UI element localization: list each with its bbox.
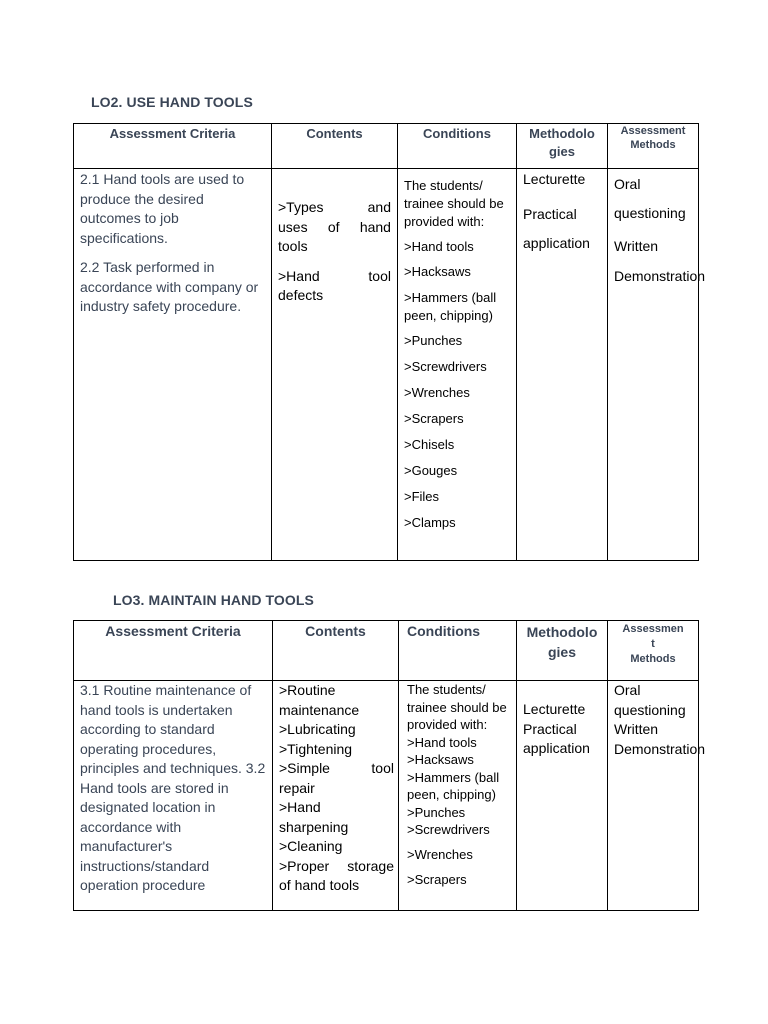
lo2-assessment-demonstration: Demonstration <box>614 267 706 284</box>
lo2-criteria-cell <box>74 169 272 561</box>
lo2-condition-item: >Wrenches <box>404 385 470 400</box>
lo3-contents-cell: >Routine maintenance >Lubricating >Tightening >Simple tool repair >Hand sharpening >Cleaning >Proper storage of hand tools <box>273 681 399 911</box>
lo3-methodologies-cell <box>517 681 608 911</box>
lo3-criteria-text: 3.1 Routine maintenance of hand tools is undertaken according to standard operating procedures, principles and techniques. 3.2 Hand tools are stored in designated location in accordance with manufacturer's instructions/standard operation procedure <box>80 682 266 893</box>
lo3-condition-item: >Punches <box>407 804 466 820</box>
lo2-criteria-2-1: 2.1 Hand tools are used to produce the desired outcomes to job specifications. <box>80 171 245 246</box>
lo3-criteria-cell <box>74 681 273 911</box>
lo3-assessment-written: Written <box>614 721 659 737</box>
lo3-condition-item: >Hacksaws <box>407 752 474 767</box>
lo3-header-contents: Contents <box>273 621 399 681</box>
lo3-header-conditions: Conditions <box>399 621 517 681</box>
lo2-methodology-lecturette: Lecturette <box>523 171 586 187</box>
lo3-condition-item: >Scrapers <box>407 872 467 887</box>
lo2-heading: LO2. USE HAND TOOLS <box>91 94 253 110</box>
lo3-conditions-intro: The students/ trainee should be provided with: <box>407 682 507 732</box>
lo3-condition-item: >Screwdrivers <box>407 822 490 837</box>
lo2-header-criteria: Assessment Criteria <box>74 124 272 169</box>
lo3-conditions-cell <box>399 681 517 911</box>
lo2-condition-item: >Hacksaws <box>404 264 471 279</box>
lo3-header-assessment-methods: Assessmen t Methods <box>608 621 699 681</box>
lo2-conditions-intro: The students/ trainee should be provided with: <box>404 178 504 229</box>
lo3-assessment-cell <box>608 681 706 911</box>
lo2-condition-item: >Scrapers <box>404 411 464 426</box>
lo3-condition-item: >Hand tools <box>407 734 477 750</box>
lo2-criteria-2-2: 2.2 Task performed in accordance with company or industry safety procedure. <box>80 259 259 314</box>
lo2-header-assessment-methods: Assessment Methods <box>608 124 699 169</box>
lo3-header-criteria: Assessment Criteria <box>74 621 273 681</box>
lo2-header-contents: Contents <box>272 124 398 169</box>
lo2-conditions-cell <box>398 169 517 561</box>
lo3-methodology-practical: Practical application <box>523 720 590 756</box>
lo2-assessment-oral: Oral questioning <box>614 176 686 221</box>
lo2-methodology-practical: Practical application <box>523 205 590 251</box>
lo3-assessment-demonstration: Demonstration <box>614 740 706 757</box>
lo2-condition-item: >Chisels <box>404 437 455 452</box>
lo2-condition-item: >Hand tools <box>404 239 474 254</box>
lo2-header-conditions: Conditions <box>398 124 517 169</box>
lo3-condition-item: >Wrenches <box>407 846 473 862</box>
lo2-assessment-written: Written <box>614 238 659 254</box>
lo2-condition-item: >Gouges <box>404 463 458 478</box>
lo2-table <box>73 123 706 561</box>
lo3-methodology-lecturette: Lecturette <box>523 701 586 717</box>
lo3-heading: LO3. MAINTAIN HAND TOOLS <box>113 592 314 608</box>
lo2-condition-item: >Screwdrivers <box>404 359 487 374</box>
lo3-assessment-oral: Oral questioning <box>614 682 686 718</box>
lo3-condition-item: >Hammers (ball peen, chipping) <box>407 769 500 802</box>
lo2-contents-cell: >Types and uses of hand tools >Hand tool defects <box>272 169 398 561</box>
lo2-assessment-cell <box>608 169 706 561</box>
lo2-condition-item: >Punches <box>404 333 463 348</box>
lo2-methodologies-cell <box>517 169 608 561</box>
lo2-condition-item: >Files <box>404 489 440 504</box>
lo2-condition-item: >Clamps <box>404 515 456 530</box>
lo2-header-methodologies: Methodolo gies <box>517 124 608 169</box>
lo3-header-methodologies: Methodolo gies <box>517 621 608 681</box>
lo3-table <box>73 620 706 911</box>
lo2-condition-item: >Hammers (ball peen, chipping) <box>404 290 497 323</box>
